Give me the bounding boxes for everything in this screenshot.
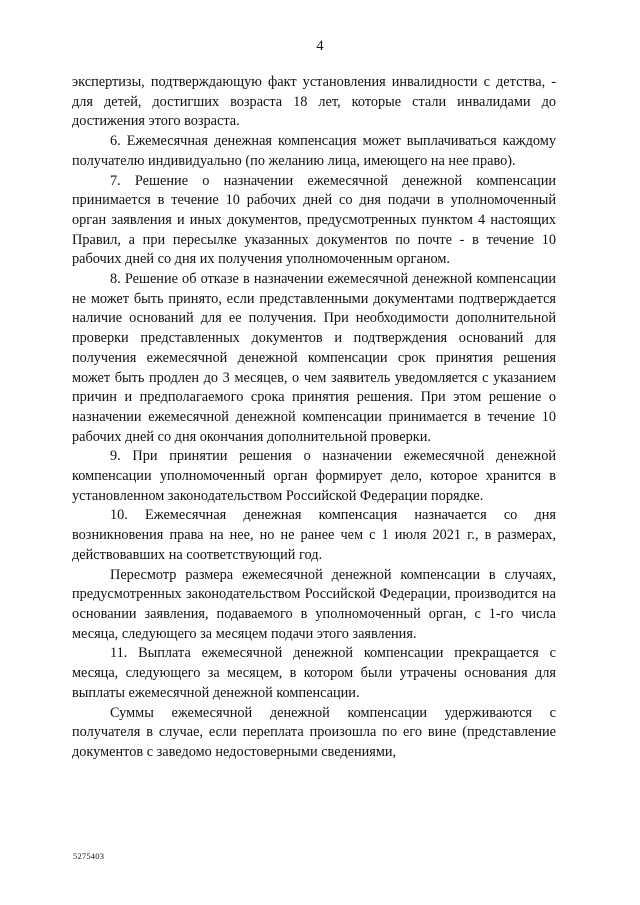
paragraph-8: 8. Решение об отказе в назначении ежемесячной денежной компенсации не может быть принято, если представленными документами подтверждается наличие оснований для ее получения. При необходимости дополнительной проверки представленных документов и подтверждения оснований для получения ежемесячной денежной компенсации срок принятия решения может быть продлен до 3 месяцев, о чем заявитель уведомляется с указанием причин и предполагаемого срока принятия решения. При этом решение о назначении ежемесячной денежной компенсации принимается в течение 10 рабочих дней со дня окончания дополнительной проверки. — [72, 271, 556, 445]
document-code: 5275403 — [73, 851, 105, 861]
paragraph-11-withheld: Суммы ежемесячной денежной компенсации удерживаются с получателя в случае, если переплата произошла по его вине (представление документов с заведомо недостоверными сведениями, — [72, 704, 556, 760]
paragraph-7: 7. Решение о назначении ежемесячной денежной компенсации принимается в течение 10 рабочих дней со дня подачи в уполномоченный орган заявления и иных документов, предусмотренных пунктом 4 настоящих Правил, а при пересылке указанных документов по почте - в течение 10 рабочих дней со дня их получения уполномоченным органом. — [72, 172, 556, 268]
paragraph-10: 10. Ежемесячная денежная компенсация назначается со дня возникновения права на нее, но не ранее чем с 1 июля 2021 г., в размерах, действовавших на соответствующий год. — [72, 507, 556, 563]
paragraph-11: 11. Выплата ежемесячной денежной компенсации прекращается с месяца, следующего за месяцем, в котором были утрачены основания для выплаты ежемесячной денежной компенсации. — [72, 645, 556, 701]
paragraph-continuation: экспертизы, подтверждающую факт установления инвалидности с детства, - для детей, достигших возраста 18 лет, которые стали инвалидами до достижения этого возраста. — [72, 74, 556, 130]
paragraph-9: 9. При принятии решения о назначении ежемесячной денежной компенсации уполномоченный орган формирует дело, которое хранится в установленном законодательством Российской Федерации порядке. — [72, 448, 556, 504]
document-body — [72, 73, 556, 763]
paragraph-10-review: Пересмотр размера ежемесячной денежной компенсации в случаях, предусмотренных законодательством Российской Федерации, производится на основании заявления, подаваемого в уполномоченный орган, с 1-го числа месяца, следующего за месяцем подачи этого заявления. — [72, 566, 556, 642]
paragraph-6: 6. Ежемесячная денежная компенсация может выплачиваться каждому получателю индивидуально (по желанию лица, имеющего на нее право). — [72, 133, 556, 169]
page-number: 4 — [316, 38, 324, 54]
